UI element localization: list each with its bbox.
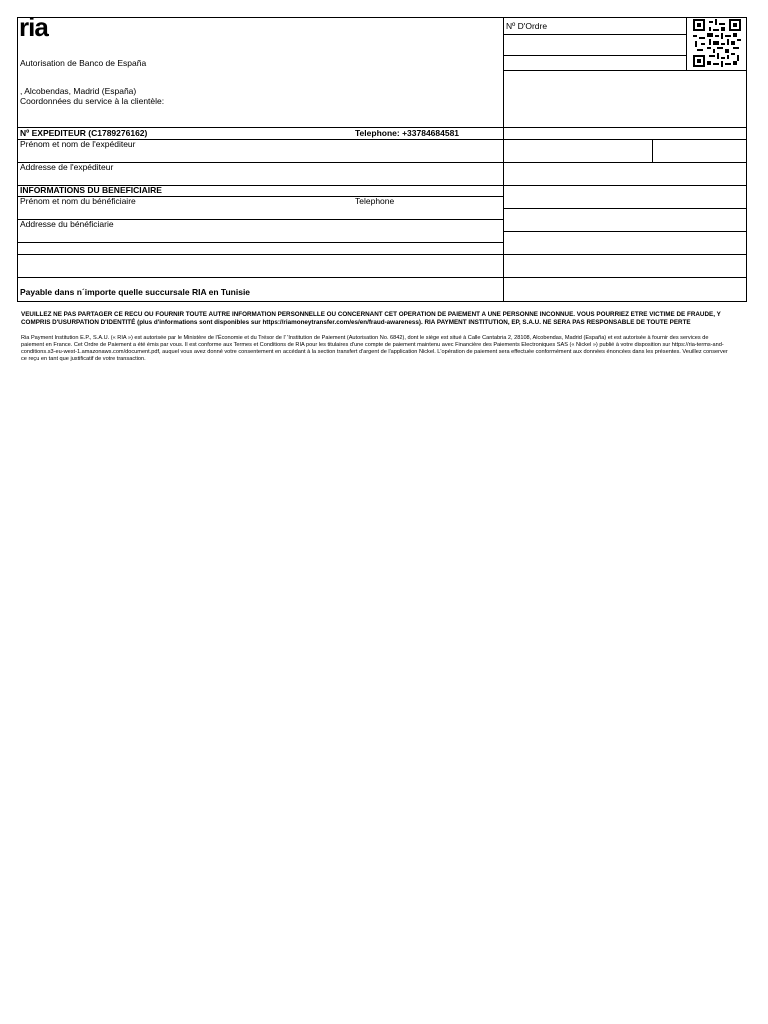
qr-bottom-line [686, 70, 747, 71]
row-line-beneficiary-address [17, 242, 503, 243]
sender-address-label: Addresse de l'expéditeur [20, 162, 114, 172]
beneficiary-phone-label: Telephone [355, 196, 395, 206]
order-row-line-1 [503, 34, 686, 35]
row-line-payable-top [17, 277, 747, 278]
beneficiary-address-label: Addresse du bénéficiarie [20, 219, 114, 229]
qr-code-icon [693, 19, 741, 67]
order-row-line-2 [503, 55, 686, 56]
column-divider [503, 17, 504, 302]
sender-name-label: Prénom et nom de l'expéditeur [20, 139, 136, 149]
order-row-line-3 [503, 70, 686, 71]
ria-logo: ria [19, 12, 48, 42]
fraud-warning: VEUILLEZ NE PAS PARTAGER CE RECU OU FOURNIR TOUTE AUTRE INFORMATION PERSONNELLE OU CONCERNANT CET OPERATION DE PAIEMENT A UNE PERSONNE INCONNUE. VOUS POURRIEZ ETRE VICTIME DE FRAUDE, Y COMPRIS D'USURPATION D'IDENTITÉ (plus d'informations sont disponibles sur https://riamoneytransfer.com/es/en/fraud-awareness). RIA PAYMENT INSTITUTION, EP, S.A.U. NE SERA PAS RESPONSABLE DE TOUTE PERTE [21, 311, 721, 326]
row-line-right-2 [503, 231, 747, 232]
row-line-sender-name [17, 162, 747, 163]
beneficiary-name-label: Prénom et nom du bénéficiaire [20, 196, 136, 206]
beneficiary-section-title: INFORMATIONS DU BENEFICIAIRE [20, 185, 162, 195]
sender-id: Nº EXPEDITEUR (C1789276162) [20, 128, 148, 138]
right-sender-split [652, 139, 653, 162]
row-line-left-4 [17, 254, 503, 255]
payable-text: Payable dans n´importe quelle succursale RIA en Tunisie [20, 287, 251, 297]
customer-service-text: Coordonnées du service à la clientèle: [20, 96, 165, 106]
address-city-text: , Alcobendas, Madrid (España) [20, 86, 137, 96]
qr-divider [686, 17, 687, 70]
legal-notice: Ria Payment Institution E.P., S.A.U. (« RIA ») est autorisée par le Ministère de l'Économie et du Trésor de l' 'Institution de Paiement (Autorisation No. 6842), dont le siège est situé à Calle Cantabria 2, 28108, Alcobendas, Madrid (España) et est autorisée à fournir des services de paiement en France. Cet Ordre de Paiement a été émis par vous. Il est conforme aux Termes et Conditions de RIA pour les titulaires d'une compte de paiement maintenu avec Financière des Paiements Electroniques SAS (« Nickel ») publié à votre disposition sur https://ria-terms-and-conditions.s3-eu-west-1.amazonaws.com/document.pdf, auquel vous avez donné votre consentement en accédant à la section transfert d'argent de l'application Nickel. L'opération de paiement sera effectuée conformément aux données énoncées dans les présentes. Veuillez conserver ce reçu en tant que justificatif de votre transaction. [21, 335, 728, 362]
row-line-right-3 [503, 254, 747, 255]
row-line-right-1 [503, 208, 747, 209]
order-number-label: Nº D'Ordre [506, 21, 548, 31]
sender-phone: Telephone: +33784684581 [355, 128, 460, 138]
authorization-text: Autorisation de Banco de España [20, 58, 147, 68]
